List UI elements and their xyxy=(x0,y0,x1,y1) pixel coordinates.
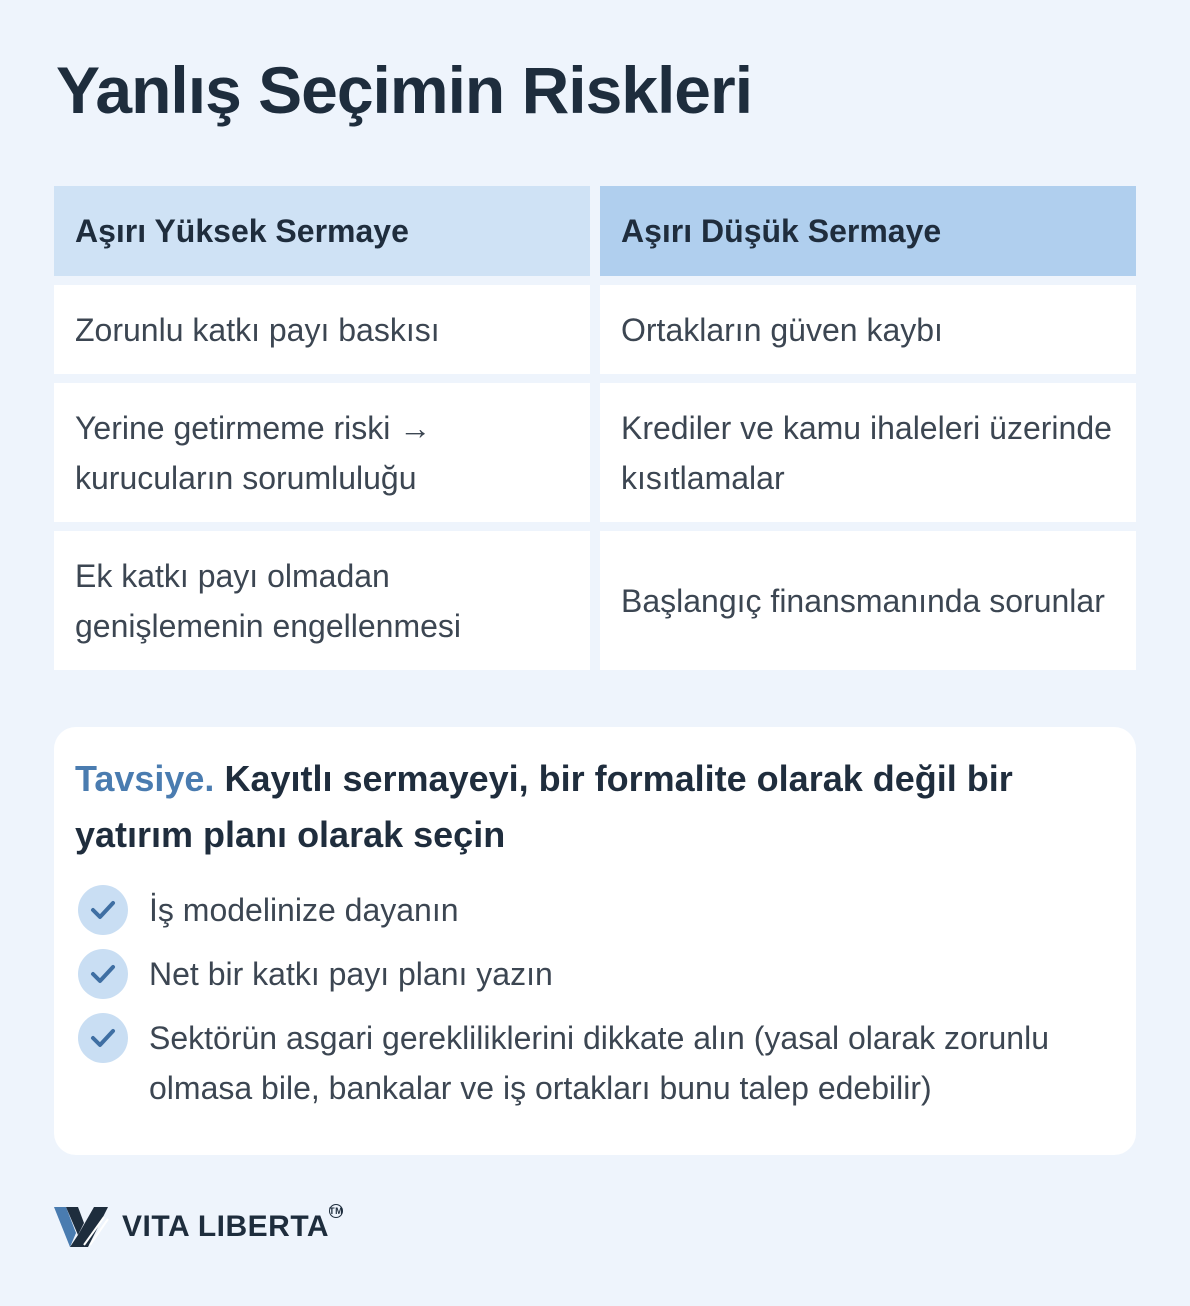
recommendation-list xyxy=(75,885,1116,1113)
table-cell: Yerine getirmeme riski → kurucuların sorumluluğu xyxy=(54,383,590,522)
check-icon xyxy=(78,949,128,999)
table-cell: Zorunlu katkı payı baskısı xyxy=(54,285,590,374)
table-cell: Ortakların güven kaybı xyxy=(600,285,1136,374)
list-item xyxy=(75,885,1116,935)
comparison-table xyxy=(54,186,1136,670)
recommendation-text: Kayıtlı sermayeyi, bir formalite olarak değil bir yatırım planı olarak seçin xyxy=(75,758,1013,855)
logo-mark-icon xyxy=(54,1207,110,1247)
list-item-text: Net bir katkı payı planı yazın xyxy=(149,956,553,992)
list-item xyxy=(75,1013,1116,1113)
trademark-symbol: TM xyxy=(329,1204,343,1218)
recommendation-label: Tavsiye. xyxy=(75,758,215,799)
check-icon xyxy=(78,885,128,935)
table-cell: Ek katkı payı olmadan genişlemenin engellenmesi xyxy=(54,531,590,670)
page-title: Yanlış Seçimin Riskleri xyxy=(56,53,753,127)
logo-text xyxy=(122,1205,344,1244)
list-item xyxy=(75,949,1116,999)
recommendation-heading xyxy=(75,751,1116,863)
recommendation-card xyxy=(54,727,1136,1155)
vita-liberta-logo xyxy=(54,1205,344,1247)
table-cell: Başlangıç finansmanında sorunlar xyxy=(600,531,1136,670)
list-item-text: İş modelinize dayanın xyxy=(149,892,459,928)
table-header-low-capital: Aşırı Düşük Sermaye xyxy=(600,186,1136,276)
list-item-text: Sektörün asgari gerekliliklerini dikkate alın (yasal olarak zorunlu olmasa bile, bankalar ve iş ortakları bunu talep edebilir) xyxy=(149,1020,1049,1106)
logo-wordmark: VITA LIBERTA xyxy=(122,1210,330,1243)
check-icon xyxy=(78,1013,128,1063)
table-header-high-capital: Aşırı Yüksek Sermaye xyxy=(54,186,590,276)
table-cell: Krediler ve kamu ihaleleri üzerinde kısıtlamalar xyxy=(600,383,1136,522)
